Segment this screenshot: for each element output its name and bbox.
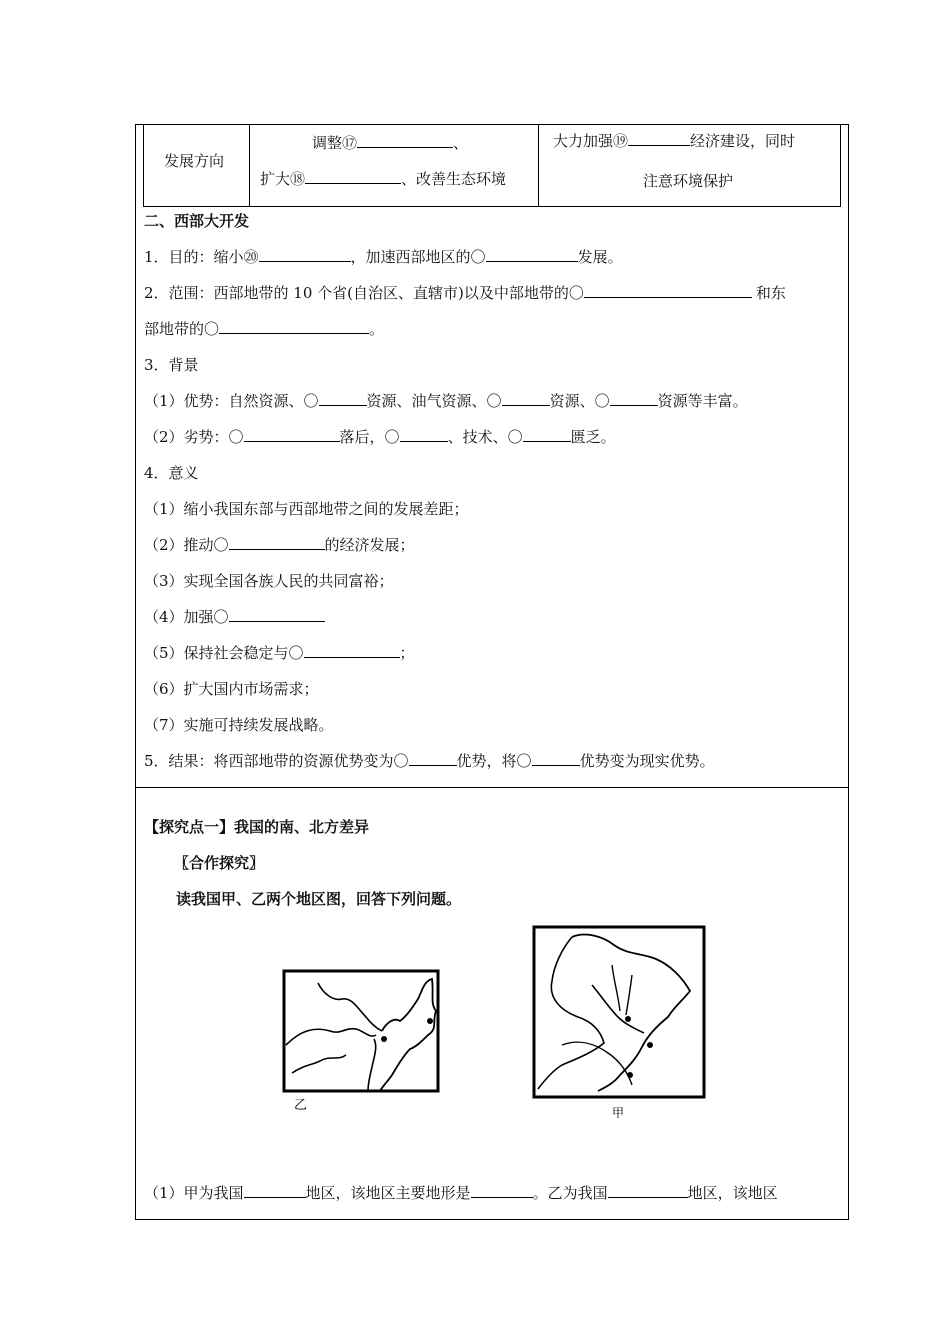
blank-33[interactable] <box>409 751 457 766</box>
blank-29[interactable] <box>523 427 571 442</box>
significance-1: （1）缩小我国东部与西部地带之间的发展差距； <box>144 500 469 518</box>
item-advantages: （1）优势：自然资源、〇 资源、油气资源、〇 资源、〇 资源等丰富。 <box>144 392 748 410</box>
blank-32[interactable] <box>304 643 400 658</box>
significance-6: （6）扩大国内市场需求； <box>144 680 319 698</box>
table-cell-label <box>144 125 250 206</box>
blank-31[interactable] <box>229 607 325 622</box>
strengthen-line: 大力加强⑲ 经济建设，同时 <box>553 132 796 150</box>
blank-21[interactable] <box>486 247 578 262</box>
item-scope: 2．范围：西部地带的 10 个省(自治区、直辖市)以及中部地带的〇 和东 <box>144 284 786 302</box>
map-jia <box>532 925 708 1121</box>
map-jia-label: 甲 <box>612 1106 625 1120</box>
blank-34[interactable] <box>532 751 580 766</box>
blank-19[interactable] <box>628 131 690 146</box>
adjust-line: 调整⑰ 、 <box>312 134 469 152</box>
significance-3: （3）实现全国各族人民的共同富裕； <box>144 572 394 590</box>
section2-title: 二、西部大开发 <box>144 212 250 230</box>
item-background: 3．背景 <box>144 356 199 374</box>
question-1: （1）甲为我国 地区，该地区主要地形是 。乙为我国 地区，该地区 <box>144 1184 778 1202</box>
explore-subtitle: 〖合作探究〗 <box>174 854 265 872</box>
blank-26[interactable] <box>610 391 658 406</box>
blank-30[interactable] <box>229 535 325 550</box>
environment-line: 注意环境保护 <box>643 172 734 190</box>
blank-22[interactable] <box>584 283 752 298</box>
table-cell-right <box>539 125 842 206</box>
blank-q1-c[interactable] <box>608 1183 688 1198</box>
item-purpose: 1．目的：缩小⑳ ，加速西部地区的〇 发展。 <box>144 248 623 266</box>
blank-18[interactable] <box>305 169 401 184</box>
significance-2: （2）推动〇 的经济发展； <box>144 536 415 554</box>
item-disadvantages: （2）劣势：〇 落后，〇 、技术、〇 匮乏。 <box>144 428 616 446</box>
blank-q1-b[interactable] <box>471 1183 533 1198</box>
blank-23[interactable] <box>219 319 369 334</box>
item-result: 5．结果：将西部地带的资源优势变为〇 优势，将〇 优势变为现实优势。 <box>144 752 715 770</box>
significance-4: （4）加强〇 <box>144 607 325 627</box>
explore-prompt: 读我国甲、乙两个地区图，回答下列问题。 <box>176 890 462 908</box>
worksheet-frame <box>135 124 849 1220</box>
blank-25[interactable] <box>502 391 550 406</box>
item-significance: 4．意义 <box>144 464 199 482</box>
blank-20[interactable] <box>259 247 351 262</box>
table-cell-middle <box>250 125 539 206</box>
map-yi <box>282 969 452 1111</box>
item-scope-cont: 部地带的〇 。 <box>144 320 385 338</box>
significance-5: （5）保持社会稳定与〇 ； <box>144 644 415 662</box>
explore-title: 【探究点一】我国的南、北方差异 <box>144 818 370 836</box>
direction-label: 发展方向 <box>164 152 225 170</box>
blank-17[interactable] <box>357 133 453 148</box>
development-table <box>143 125 841 207</box>
section-divider <box>136 787 848 788</box>
blank-27[interactable] <box>244 427 340 442</box>
map-yi-label: 乙 <box>294 1098 308 1111</box>
blank-q1-a[interactable] <box>244 1183 306 1198</box>
expand-line: 扩大⑱ 、改善生态环境 <box>260 170 507 188</box>
blank-28[interactable] <box>400 427 448 442</box>
significance-7: （7）实施可持续发展战略。 <box>144 716 334 734</box>
blank-24[interactable] <box>319 391 367 406</box>
